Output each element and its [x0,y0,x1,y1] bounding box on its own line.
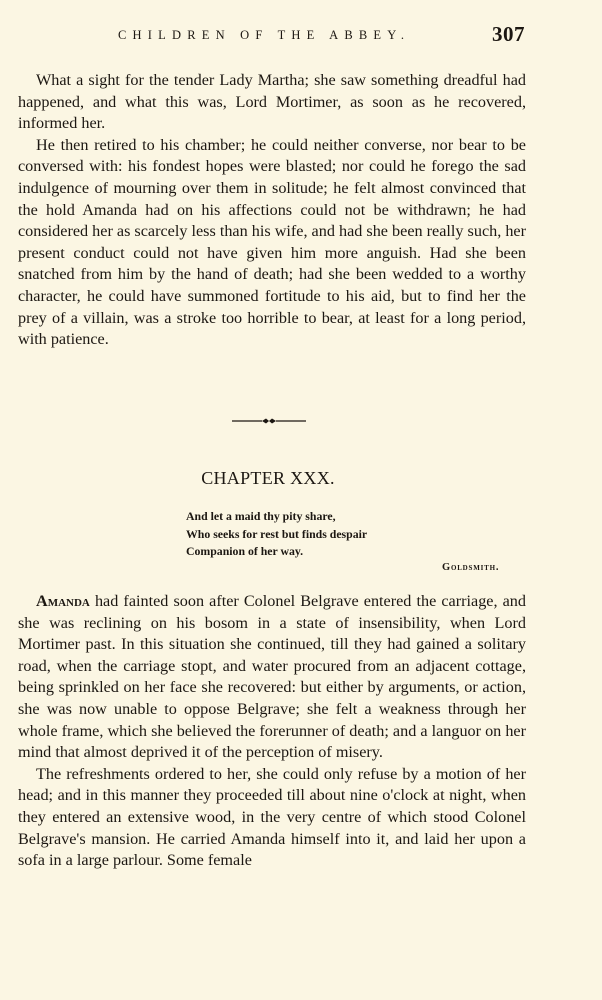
chapter-text [18,591,526,872]
chapter-end-text [18,70,526,351]
chapter-heading: CHAPTER XXX. [201,468,335,488]
section-divider-ornament [232,417,306,425]
epigraph-author: Goldsmith. [442,562,500,573]
paragraph: He then retired to his chamber; he could neither converse, nor bear to be conversed with: his fondest hopes were blasted; nor could he forego the sad indulgence of mourning over them in solitude; he felt almost convinced that the hold Amanda had on his affections could not be withdrawn; he had considered her as scarcely less than his wife, and had she been really such, her present conduct could not have given him more anguish. Had she been snatched from him by the hand of death; had she been wedded to a worthy character, he could have summoned fortitude to his aid, but to find her the prey of a villain, was a stroke too horrible to bear, at least for a long period, with patience. [18,135,526,349]
page-number: 307 [492,22,525,46]
epigraph-line: And let a maid thy pity share, [186,509,336,523]
paragraph: The refreshments ordered to her, she could only refuse by a motion of her head; and in this manner they proceeded till about nine o'clock at night, when they entered an extensive wood, in the very centre of which stood Colonel Belgrave's mansion. He carried Amanda himself into it, and laid her upon a sofa in a large parlour. Some female [18,764,526,870]
epigraph-line: Who seeks for rest but finds despair [186,526,368,541]
epigraph-line: Companion of her way. [186,544,304,559]
paragraph-text: had fainted soon after Colonel Belgrave entered the carriage, and she was reclining on his bosom in a state of insensibility, when Lord Mortimer past. In this situation she continued, till they had gained a solitary road, when the carriage stopt, and water procured from an adjacent cottage, being sprinkled on her face she recovered: but either by arguments, or action, she was now unable to oppose Belgrave; she felt a weakness through her whole frame, which she believed the forerunner of death; and a languor on her mind that almost deprived it of the perception of misery. [18,592,526,762]
paragraph [18,591,526,764]
paragraph: What a sight for the tender Lady Martha; she saw something dreadful had happened, and what this was, Lord Mortimer, as soon as he recovered, informed her. [18,71,526,133]
epigraph [186,508,367,561]
running-header: CHILDREN OF THE ABBEY. [118,28,411,42]
lead-word: Amanda [36,592,90,610]
